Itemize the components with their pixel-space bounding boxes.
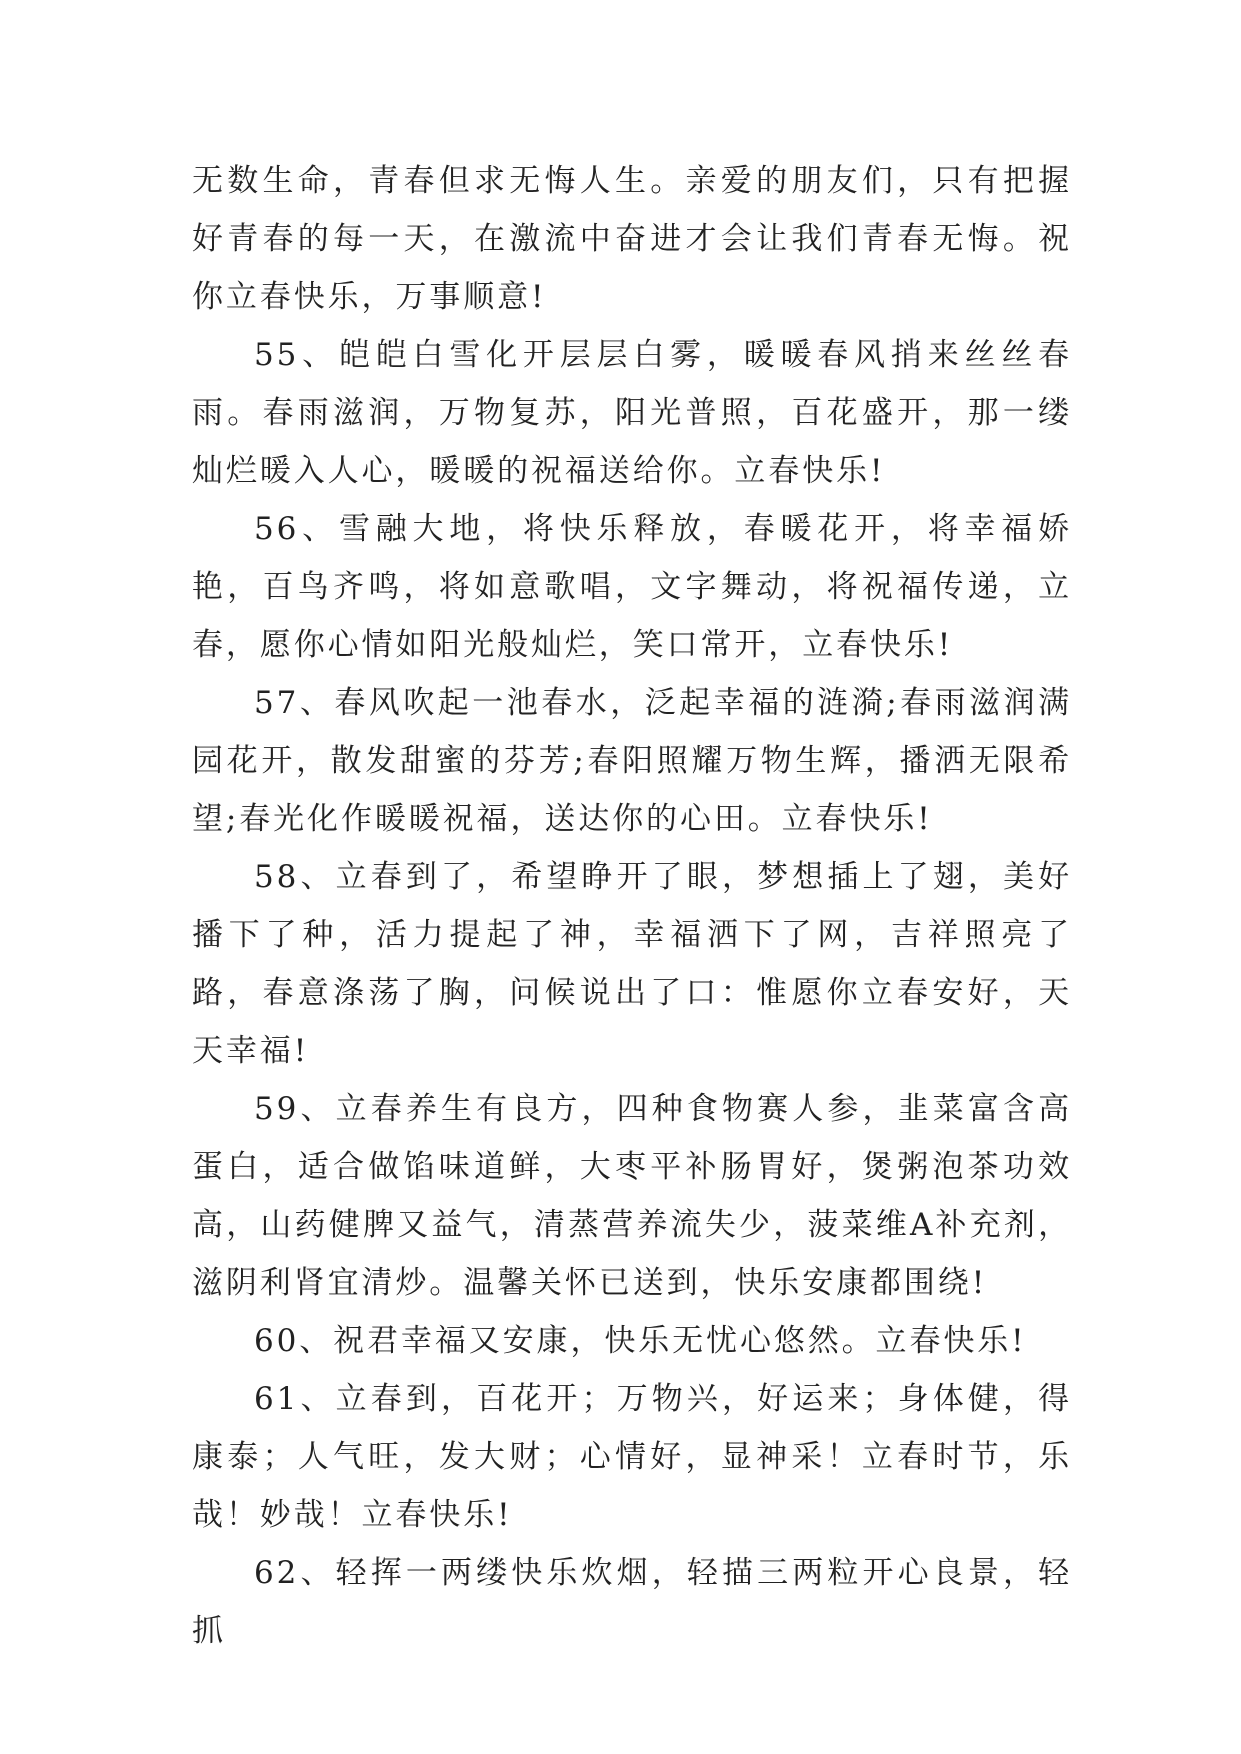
paragraph-62: 62、轻挥一两缕快乐炊烟，轻描三两粒开心良景，轻抓 — [192, 1555, 1072, 1649]
paragraph-56: 56、雪融大地，将快乐释放，春暖花开，将幸福娇艳，百鸟齐鸣，将如意歌唱，文字舞动，将祝福传递，立春，愿你心情如阳光般灿烂，笑口常开，立春快乐! — [192, 511, 1072, 663]
paragraph-58: 58、立春到了，希望睁开了眼，梦想插上了翅，美好播下了种，活力提起了神，幸福洒下了网，吉祥照亮了路，春意涤荡了胸，问候说出了口：惟愿你立春安好，天天幸福! — [192, 859, 1072, 1069]
paragraph-55: 55、皑皑白雪化开层层白雾，暖暖春风捎来丝丝春雨。春雨滋润，万物复苏，阳光普照，百花盛开，那一缕灿烂暖入人心，暖暖的祝福送给你。立春快乐! — [192, 337, 1072, 489]
paragraph-continued: 无数生命，青春但求无悔人生。亲爱的朋友们，只有把握好青春的每一天，在激流中奋进才会让我们青春无悔。祝你立春快乐，万事顺意! — [192, 163, 1072, 315]
paragraph-60: 60、祝君幸福又安康，快乐无忧心悠然。立春快乐! — [254, 1323, 1027, 1359]
paragraph-59: 59、立春养生有良方，四种食物赛人参，韭菜富含高蛋白，适合做馅味道鲜，大枣平补肠胃好，煲粥泡茶功效高，山药健脾又益气，清蒸营养流失少，菠菜维A补充剂，滋阴利肾宜清炒。温馨关怀已送到，快乐安康都围绕! — [192, 1091, 1072, 1301]
document-page — [192, 152, 1072, 1660]
paragraph-57: 57、春风吹起一池春水，泛起幸福的涟漪;春雨滋润满园花开，散发甜蜜的芬芳;春阳照耀万物生辉，播洒无限希望;春光化作暖暖祝福，送达你的心田。立春快乐! — [192, 685, 1072, 837]
paragraph-61: 61、立春到，百花开；万物兴，好运来；身体健，得康泰；人气旺，发大财；心情好，显神采！立春时节，乐哉！妙哉！立春快乐! — [192, 1381, 1072, 1533]
